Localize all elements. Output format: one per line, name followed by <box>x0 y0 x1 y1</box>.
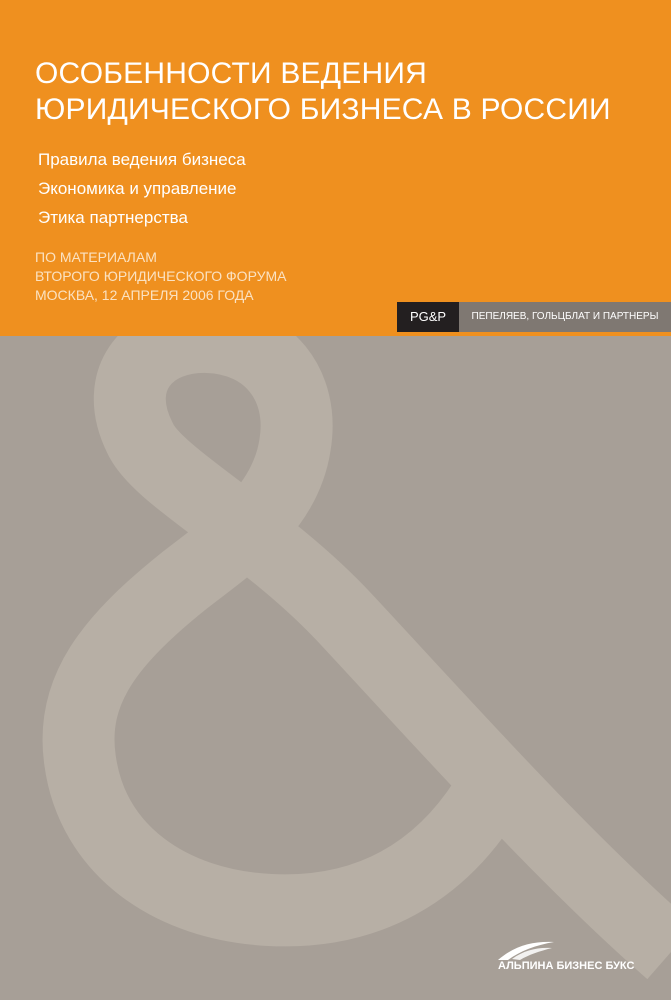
subtitle-list <box>38 145 246 232</box>
title-line-1: ОСОБЕННОСТИ ВЕДЕНИЯ <box>35 57 427 90</box>
subtitle-item: Правила ведения бизнеса <box>38 150 246 169</box>
materials-line-1: ПО МАТЕРИАЛАМ <box>35 249 157 265</box>
orange-header-band <box>0 0 671 336</box>
subtitle-item: Экономика и управление <box>38 179 237 198</box>
publisher-badge <box>397 302 671 332</box>
pgp-logo: PG&P <box>397 302 459 332</box>
publisher-imprint <box>496 938 656 978</box>
firm-name: ПЕПЕЛЯЕВ, ГОЛЬЦБЛАТ И ПАРТНЕРЫ <box>459 302 671 332</box>
title-line-2: ЮРИДИЧЕСКОГО БИЗНЕСА В РОССИИ <box>35 93 611 126</box>
materials-line-2: ВТОРОГО ЮРИДИЧЕСКОГО ФОРУМА <box>35 268 287 284</box>
book-title <box>35 56 611 128</box>
subtitle-item: Этика партнерства <box>38 208 188 227</box>
imprint-label: АЛЬПИНА БИЗНЕС БУКС <box>498 960 635 972</box>
materials-line-3: МОСКВА, 12 АПРЕЛЯ 2006 ГОДА <box>35 287 254 303</box>
forum-materials-note <box>35 248 287 305</box>
